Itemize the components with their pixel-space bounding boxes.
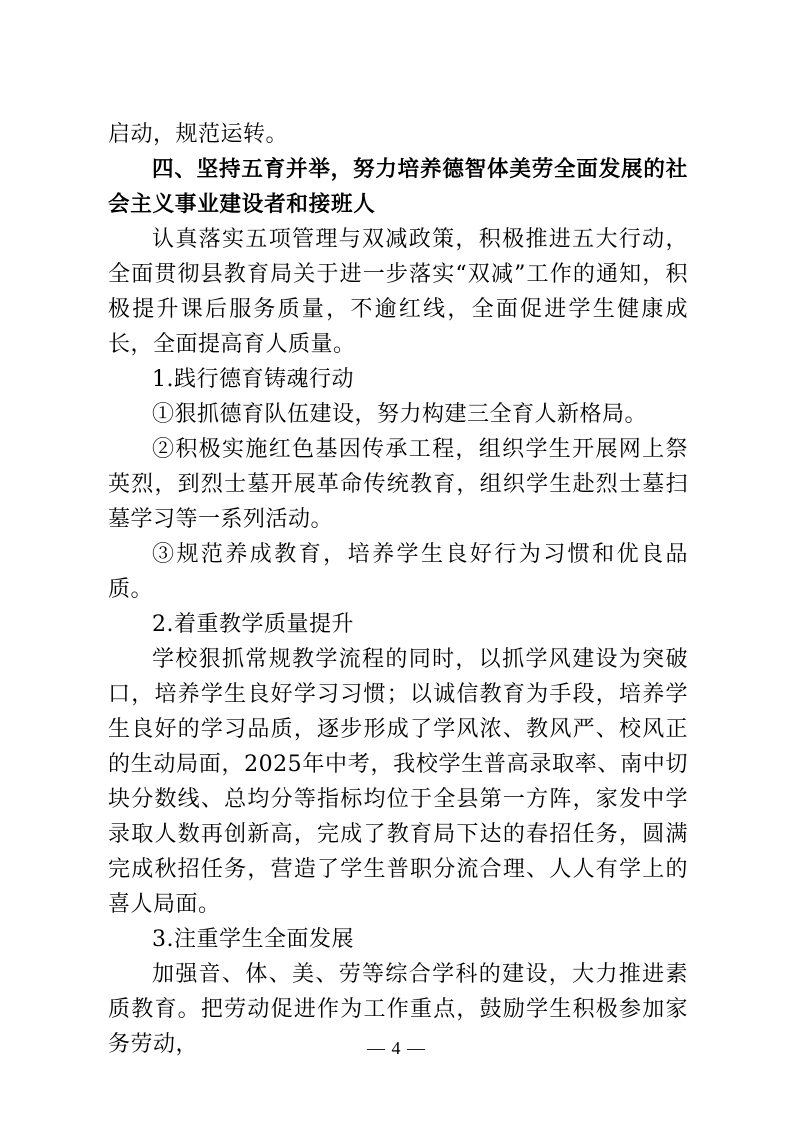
section-intro-paragraph: 认真落实五项管理与双减政策，积极推进五大行动，全面贯彻县教育局关于进一步落实“双减”工作的通知，积极提升课后服务质量，不逾红线，全面促进学生健康成长，全面提高育人质量。	[108, 227, 688, 357]
document-body	[108, 117, 688, 1062]
item-moral-team: ①狠抓德育队伍建设，努力构建三全育人新格局。	[152, 402, 648, 427]
paragraph-continuation: 启动，规范运转。	[108, 122, 289, 147]
page-number: — 4 —	[367, 1038, 426, 1058]
teaching-quality-paragraph: 学校狠抓常规教学流程的同时，以抓学风建设为突破口，培养学生良好学习习惯；以诚信教育为手段，培养学生良好的学习品质，逐步形成了学风浓、教风严、校风正的生动局面，2025年中考，我校学生普高录取率、南中切块分数线、总均分等指标均位于全县第一方阵，家发中学录取人数再创新高，完成了教育局下达的春招任务，圆满完成秋招任务，营造了学生普职分流合理、人人有学上的喜人局面。	[108, 647, 688, 917]
item-red-gene: ②积极实施红色基因传承工程，组织学生开展网上祭英烈，到烈士墓开展革命传统教育，组织学生赴烈士墓扫墓学习等一系列活动。	[108, 437, 688, 532]
all-round-paragraph: 加强音、体、美、劳等综合学科的建设，大力推进素质教育。把劳动促进作为工作重点，鼓励学生积极参加家务劳动，	[108, 962, 688, 1057]
section-heading-four: 四、坚持五育并举，努力培养德智体美劳全面发展的社会主义事业建设者和接班人	[108, 157, 688, 217]
subheading-moral-education: 1.践行德育铸魂行动	[152, 367, 354, 392]
subheading-all-round: 3.注重学生全面发展	[152, 927, 354, 952]
item-habit-education: ③规范养成教育，培养学生良好行为习惯和优良品质。	[108, 542, 688, 602]
subheading-teaching-quality: 2.着重教学质量提升	[152, 612, 354, 637]
